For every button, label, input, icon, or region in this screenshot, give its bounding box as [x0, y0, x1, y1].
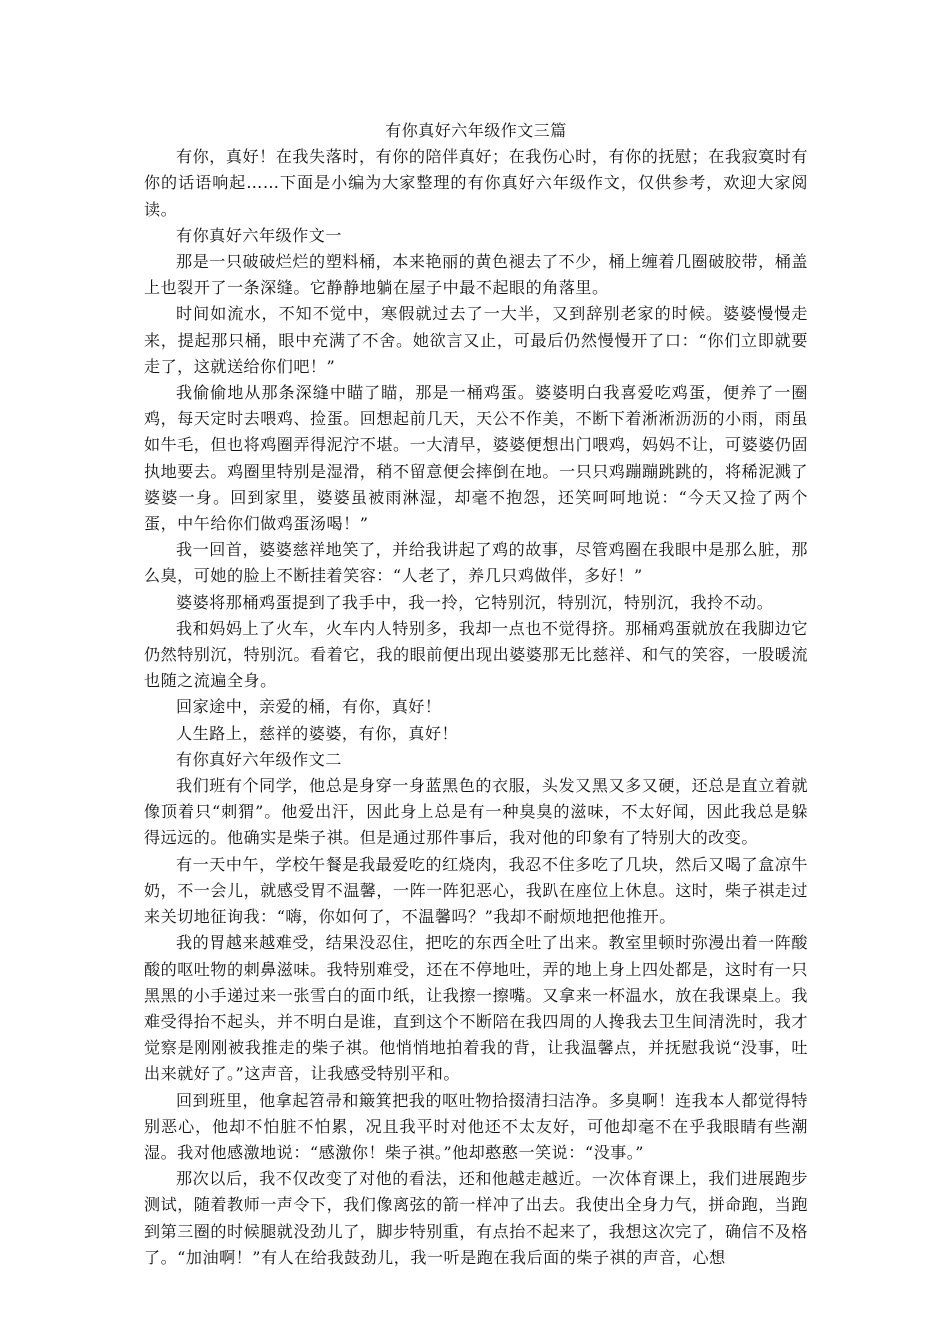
essay-paragraph: 我的胃越来越难受，结果没忍住，把吃的东西全吐了出来。教室里顿时弥漫出着一阵酸酸的呕吐物的刺鼻滋味。我特别难受，还在不停地吐，弄的地上身上四处都是，这时有一只黑黑的小手递过来一张雪白的面巾纸，让我擦一擦嘴。又拿来一杯温水，放在我课桌上。我难受得抬不起头，并不明白是谁，直到这个不断陪在我四周的人搀我去卫生间清洗时，我才觉察是刚刚被我推走的柴子祺。他悄悄地拍着我的背，让我温馨点，并抚慰我说“没事，吐出来就好了。”这声音，让我感受特别平和。 — [144, 933, 808, 1084]
document-page — [144, 118, 808, 1271]
essay-paragraph: 我偷偷地从那条深缝中瞄了瞄，那是一桶鸡蛋。婆婆明白我喜爱吃鸡蛋，便养了一圈鸡，每天定时去喂鸡、捡蛋。回想起前几天，天公不作美，不断下着淅淅沥沥的小雨，雨虽如牛毛，但也将鸡圈弄得泥泞不堪。一大清早，婆婆便想出门喂鸡，妈妈不让，可婆婆仍固执地要去。鸡圈里特别是湿滑，稍不留意便会摔倒在地。一只只鸡蹦蹦跳跳的，将稀泥溅了婆婆一身。回到家里，婆婆虽被雨淋湿，却毫不抱怨，还笑呵呵地说：“今天又捡了两个蛋，中午给你们做鸡蛋汤喝！” — [144, 383, 808, 534]
essay-paragraph: 我一回首，婆婆慈祥地笑了，并给我讲起了鸡的故事，尽管鸡圈在我眼中是那么脏，那么臭，可她的脸上不断挂着笑容：“人老了，养几只鸡做伴，多好！” — [144, 540, 808, 586]
section-heading-one: 有你真好六年级作文一 — [176, 225, 342, 245]
essay-paragraph: 回到班里，他拿起笤帚和簸箕把我的呕吐物拾掇清扫洁净。多臭啊！连我本人都觉得特别恶心，他却不怕脏不怕累，况且我平时对他还不太友好，可他却毫不在乎我眼睛有些潮湿。我对他感激地说：“感激你！柴子祺。”他却憨憨一笑说：“没事。” — [144, 1090, 808, 1162]
essay-paragraph: 婆婆将那桶鸡蛋提到了我手中，我一拎，它特别沉，特别沉，特别沉，我拎不动。 — [176, 592, 774, 612]
essay-paragraph: 回家途中，亲爱的桶，有你，真好！ — [176, 697, 442, 717]
intro-paragraph: 有你，真好！在我失落时，有你的陪伴真好；在我伤心时，有你的抚慰；在我寂寞时有你的话语响起……下面是小编为大家整理的有你真好六年级作文，仅供参考，欢迎大家阅读。 — [144, 147, 808, 219]
essay-paragraph: 那次以后，我不仅改变了对他的看法，还和他越走越近。一次体育课上，我们进展跑步测试，随着教师一声令下，我们像离弦的箭一样冲了出去。我使出全身力气，拼命跑，当跑到第三圈的时候腿就没劲儿了，脚步特别重，有点抬不起来了，我想这次完了，确信不及格了。“加油啊！”有人在给我鼓劲儿，我一听是跑在我后面的柴子祺的声音，心想 — [144, 1169, 808, 1267]
essay-paragraph: 有一天中午，学校午餐是我最爱吃的红烧肉，我忍不住多吃了几块，然后又喝了盒凉牛奶，不一会儿，就感受胃不温馨，一阵一阵犯恶心，我趴在座位上休息。这时，柴子祺走过来关切地征询我：“嗨，你如何了，不温馨吗？”我却不耐烦地把他推开。 — [144, 854, 808, 927]
essay-paragraph: 时间如流水，不知不觉中，寒假就过去了一大半，又到辞别老家的时候。婆婆慢慢走来，提起那只桶，眼中充满了不舍。她欲言又止，可最后仍然慢慢开了口：“你们立即就要走了，这就送给你们吧！” — [144, 304, 808, 376]
section-heading-two: 有你真好六年级作文二 — [176, 749, 342, 769]
essay-paragraph: 那是一只破破烂烂的塑料桶，本来艳丽的黄色褪去了不少，桶上缠着几圈破胶带，桶盖上也裂开了一条深缝。它静静地躺在屋子中最不起眼的角落里。 — [144, 252, 808, 298]
essay-paragraph: 我们班有个同学，他总是身穿一身蓝黑色的衣服，头发又黑又多又硬，还总是直立着就像顶着只“刺猬”。他爱出汗，因此身上总是有一种臭臭的滋味，不太好闻，因此我总是躲得远远的。他确实是柴子祺。但是通过那件事后，我对他的印象有了特别大的改变。 — [144, 776, 808, 848]
essay-paragraph: 人生路上，慈祥的婆婆，有你，真好！ — [176, 723, 459, 743]
document-title: 有你真好六年级作文三篇 — [385, 121, 567, 140]
essay-paragraph: 我和妈妈上了火车，火车内人特别多，我却一点也不觉得挤。那桶鸡蛋就放在我脚边它仍然特别沉，特别沉。看着它，我的眼前便出现出婆婆那无比慈祥、和气的笑容，一股暖流也随之流遍全身。 — [144, 618, 808, 691]
